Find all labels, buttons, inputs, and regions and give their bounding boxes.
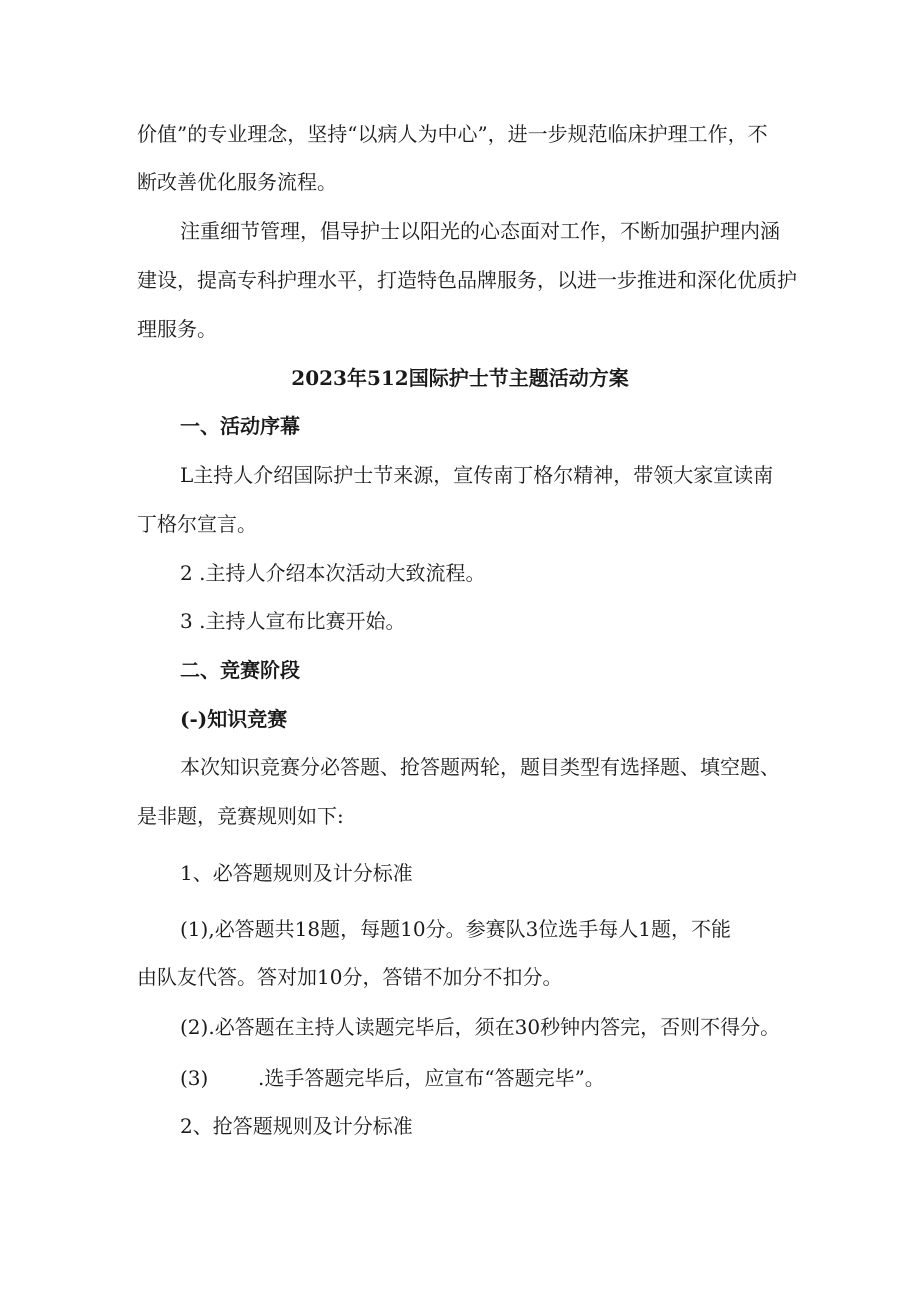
paragraph-line: 价值”的专业理念，坚持“以病人为中心”，进一步规范临床护理工作，不 bbox=[137, 122, 768, 146]
paragraph-line: 建设，提高专科护理水平，打造特色品牌服务，以进一步推进和深化优质护 bbox=[137, 268, 797, 292]
list-item: L主持人介绍国际护士节来源，宣传南丁格尔精神，带领大家宣读南 bbox=[180, 463, 774, 487]
rule-item-number: (3) bbox=[180, 1066, 209, 1090]
paragraph-line: 本次知识竞赛分必答题、抢答题两轮，题目类型有选择题、填空题、 bbox=[180, 755, 780, 779]
paragraph-line: 注重细节管理，倡导护士以阳光的心态面对工作，不断加强护理内涵 bbox=[180, 219, 780, 243]
rule-heading: 1、必答题规则及计分标准 bbox=[180, 861, 413, 885]
paragraph-line: 是非题，竞赛规则如下: bbox=[137, 804, 344, 828]
list-item: 3 .主持人宣布比赛开始。 bbox=[180, 609, 406, 633]
paragraph-line: 理服务。 bbox=[137, 317, 217, 341]
rule-item: (2).必答题在主持人读题完毕后，须在30秒钟内答完，否则不得分。 bbox=[180, 1015, 781, 1039]
section-heading: 二、竞赛阶段 bbox=[180, 658, 300, 682]
subsection-heading: (-)知识竞赛 bbox=[180, 707, 288, 731]
rule-item-text: .选手答题完毕后，应宣布“答题完毕”。 bbox=[258, 1066, 605, 1090]
paragraph-line: 断改善优化服务流程。 bbox=[137, 170, 337, 194]
rule-heading: 2、抢答题规则及计分标准 bbox=[180, 1114, 413, 1138]
rule-item-continuation: 由队友代答。答对加10分，答错不加分不扣分。 bbox=[137, 965, 563, 989]
document-title: 2023年512国际护士节主题活动方案 bbox=[291, 366, 629, 390]
rule-item: (1),必答题共18题，每题10分。参赛队3位选手每人1题，不能 bbox=[180, 917, 732, 941]
list-item-continuation: 丁格尔宣言。 bbox=[137, 512, 257, 536]
section-heading: 一、活动序幕 bbox=[180, 414, 300, 438]
list-item: 2 .主持人介绍本次活动大致流程。 bbox=[180, 561, 486, 585]
